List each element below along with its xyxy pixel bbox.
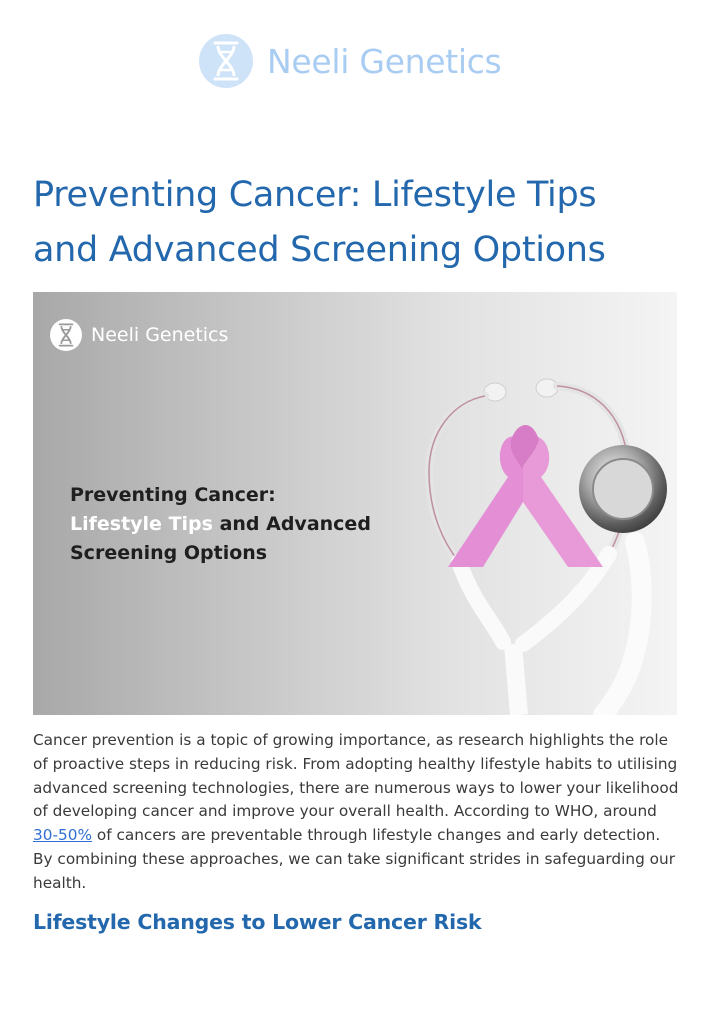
section-heading: Lifestyle Changes to Lower Cancer Risk bbox=[33, 910, 482, 934]
hero-illustration bbox=[373, 292, 677, 715]
intro-text-before-link: Cancer prevention is a topic of growing importance, as research highlights the role of proactive steps in reducing risk. From adopting healthy lifestyle habits to utilising advanced screening technologies, there are numerous ways to lower your likelihood of developing cancer and improve your overall health. According to WHO, around bbox=[33, 731, 679, 821]
statistic-link[interactable]: 30-50% bbox=[33, 826, 92, 845]
hero-heading bbox=[70, 481, 400, 568]
dna-helix-icon bbox=[199, 34, 253, 88]
hero-heading-line-3: Screening Options bbox=[70, 542, 268, 564]
hero-heading-rest: and Advanced bbox=[212, 513, 371, 535]
brand-logo[interactable] bbox=[199, 33, 501, 89]
hero-logo bbox=[50, 319, 228, 351]
hero-logo-text: Neeli Genetics bbox=[91, 324, 229, 346]
article-title-line-2: and Advanced Screening Options bbox=[33, 230, 606, 270]
hero-image bbox=[33, 292, 677, 715]
intro-text-after-link: of cancers are preventable through lifestyle changes and early detection. By combining these approaches, we can take significant strides in safeguarding our health. bbox=[33, 826, 675, 892]
article-title bbox=[33, 168, 693, 278]
intro-paragraph bbox=[33, 729, 683, 896]
hero-heading-highlight: Lifestyle Tips bbox=[70, 513, 213, 535]
hero-heading-line-1: Preventing Cancer: bbox=[70, 484, 276, 506]
brand-logo-text: Neeli Genetics bbox=[267, 41, 502, 81]
dna-helix-icon bbox=[50, 319, 82, 351]
article-title-line-1: Preventing Cancer: Lifestyle Tips bbox=[33, 175, 597, 215]
